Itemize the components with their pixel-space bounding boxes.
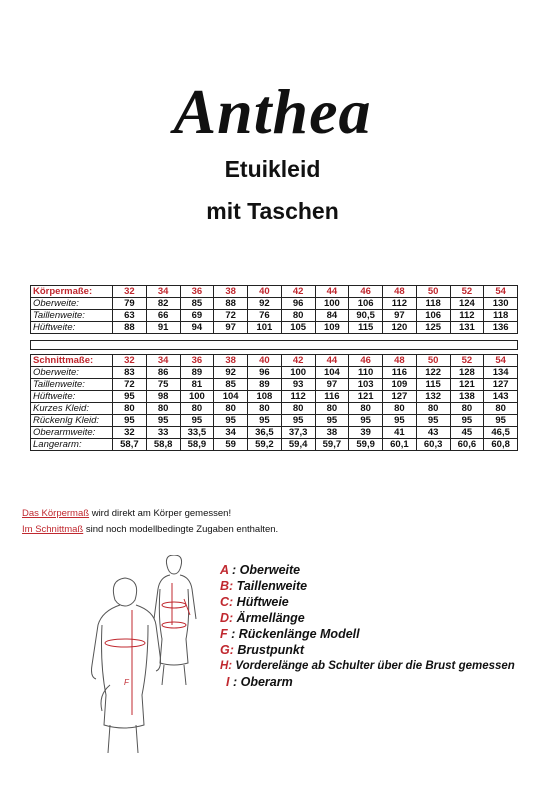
table-cell: 45 <box>450 427 484 439</box>
size-header-cell: 42 <box>281 286 315 298</box>
table-cell: 134 <box>484 367 518 379</box>
table-cell: 130 <box>484 298 518 310</box>
note-garment-measure <box>22 524 278 536</box>
size-header-cell: 44 <box>315 286 349 298</box>
table-cell: 79 <box>113 298 147 310</box>
row-label: Kurzes Kleid: <box>31 403 113 415</box>
table-cell: 37,3 <box>281 427 315 439</box>
table-cell: 89 <box>180 367 214 379</box>
table-cell: 105 <box>281 322 315 334</box>
table-cell: 59,4 <box>281 439 315 451</box>
size-header-cell: 42 <box>281 355 315 367</box>
table-cell: 100 <box>315 298 349 310</box>
table-cell: 80 <box>180 403 214 415</box>
table-row <box>31 310 518 322</box>
note-body-measure <box>22 508 231 520</box>
table-cell: 66 <box>146 310 180 322</box>
table-cell: 138 <box>450 391 484 403</box>
table-cell: 121 <box>450 379 484 391</box>
table-cell: 94 <box>180 322 214 334</box>
table-cell: 95 <box>281 415 315 427</box>
table-cell: 60,3 <box>416 439 450 451</box>
legend-key: I <box>226 675 230 689</box>
table-cell: 120 <box>383 322 417 334</box>
size-header-cell: 54 <box>484 286 518 298</box>
size-header-cell: 48 <box>383 355 417 367</box>
table-cell: 60,8 <box>484 439 518 451</box>
note-body-measure-link: Das Körpermaß <box>22 508 90 519</box>
table-cell: 80 <box>450 403 484 415</box>
size-header-cell: 40 <box>248 355 282 367</box>
row-label: Hüftweite: <box>31 322 113 334</box>
table-cell: 95 <box>349 415 383 427</box>
table-row <box>31 379 518 391</box>
table-cell: 115 <box>416 379 450 391</box>
table-cell: 96 <box>248 367 282 379</box>
table-cell: 83 <box>113 367 147 379</box>
table-cell: 112 <box>450 310 484 322</box>
size-header-cell: 48 <box>383 286 417 298</box>
table-cell: 80 <box>281 310 315 322</box>
table-cell: 116 <box>383 367 417 379</box>
table-cell: 59,9 <box>349 439 383 451</box>
table-row <box>31 427 518 439</box>
row-label: Taillenweite: <box>31 379 113 391</box>
table-header-row <box>31 355 518 367</box>
table-cell: 80 <box>416 403 450 415</box>
table-header-row <box>31 286 518 298</box>
legend-key: H: <box>220 660 233 672</box>
table-row <box>31 298 518 310</box>
table-cell: 59 <box>214 439 248 451</box>
table-cell: 127 <box>484 379 518 391</box>
table-cell: 95 <box>416 415 450 427</box>
table-cell: 92 <box>248 298 282 310</box>
pattern-subtitle-2: mit Taschen <box>206 198 339 224</box>
table-cell: 80 <box>315 403 349 415</box>
table-cell: 100 <box>180 391 214 403</box>
table-cell: 72 <box>214 310 248 322</box>
legend-text: : Oberarm <box>229 675 293 689</box>
row-label: Langerarm: <box>31 439 113 451</box>
table-row <box>31 322 518 334</box>
size-header-cell: 40 <box>248 286 282 298</box>
table-cell: 80 <box>248 403 282 415</box>
legend-item <box>220 594 540 610</box>
note-body-measure-text: wird direkt am Körper gemessen! <box>89 508 232 519</box>
table-cell: 97 <box>383 310 417 322</box>
size-header-cell: 36 <box>180 355 214 367</box>
table-cell: 75 <box>146 379 180 391</box>
table-cell: 60,1 <box>383 439 417 451</box>
table-cell: 63 <box>113 310 147 322</box>
table-cell: 80 <box>146 403 180 415</box>
table-cell: 93 <box>281 379 315 391</box>
table-cell: 116 <box>315 391 349 403</box>
table-cell: 88 <box>214 298 248 310</box>
table-cell: 95 <box>113 391 147 403</box>
table-cell: 98 <box>146 391 180 403</box>
size-header-cell: 38 <box>214 286 248 298</box>
table-cell: 32 <box>113 427 147 439</box>
table-cell: 86 <box>146 367 180 379</box>
table-cell: 118 <box>484 310 518 322</box>
table-cell: 60,6 <box>450 439 484 451</box>
table-cell: 76 <box>248 310 282 322</box>
table-cell: 131 <box>450 322 484 334</box>
table-cell: 59,2 <box>248 439 282 451</box>
table-cell: 33,5 <box>180 427 214 439</box>
legend-item <box>220 562 540 578</box>
table-cell: 58,9 <box>180 439 214 451</box>
table-cell: 80 <box>214 403 248 415</box>
table-header-label: Schnittmaße: <box>31 355 113 367</box>
legend-item <box>220 610 540 626</box>
size-header-cell: 52 <box>450 286 484 298</box>
table-cell: 95 <box>146 415 180 427</box>
size-header-cell: 34 <box>146 355 180 367</box>
table-cell: 115 <box>349 322 383 334</box>
table-cell: 95 <box>113 415 147 427</box>
table-cell: 95 <box>180 415 214 427</box>
table-cell: 95 <box>484 415 518 427</box>
legend-text: Brustpunkt <box>233 643 305 657</box>
size-header-cell: 46 <box>349 286 383 298</box>
row-label: Oberarmweite: <box>31 427 113 439</box>
table-cell: 106 <box>416 310 450 322</box>
legend-text: Ärmellänge <box>233 611 305 625</box>
table-cell: 104 <box>214 391 248 403</box>
table-cell: 136 <box>484 322 518 334</box>
pattern-subtitle: Etuikleid <box>224 156 321 182</box>
table-cell: 109 <box>383 379 417 391</box>
table-cell: 85 <box>180 298 214 310</box>
table-cell: 128 <box>450 367 484 379</box>
table-header-label: Körpermaße: <box>31 286 113 298</box>
table-cell: 82 <box>146 298 180 310</box>
table-cell: 80 <box>113 403 147 415</box>
table-cell: 41 <box>383 427 417 439</box>
body-measurements-table <box>30 285 518 334</box>
legend-text: : Oberweite <box>228 563 301 577</box>
row-label: Oberweite: <box>31 367 113 379</box>
table-cell: 110 <box>349 367 383 379</box>
table-row <box>31 403 518 415</box>
pattern-title: Anthea <box>173 76 372 147</box>
table-cell: 96 <box>281 298 315 310</box>
legend-item <box>220 658 540 674</box>
table-cell: 84 <box>315 310 349 322</box>
size-header-cell: 50 <box>416 355 450 367</box>
size-header-cell: 32 <box>113 355 147 367</box>
size-header-cell: 44 <box>315 355 349 367</box>
table-cell: 95 <box>248 415 282 427</box>
measurement-legend <box>220 562 540 690</box>
table-cell: 80 <box>349 403 383 415</box>
measurement-figure-illustration <box>80 555 220 765</box>
row-label: Taillenweite: <box>31 310 113 322</box>
table-cell: 80 <box>383 403 417 415</box>
table-cell: 97 <box>214 322 248 334</box>
table-cell: 80 <box>484 403 518 415</box>
table-cell: 122 <box>416 367 450 379</box>
table-cell: 125 <box>416 322 450 334</box>
size-header-cell: 38 <box>214 355 248 367</box>
table-cell: 95 <box>214 415 248 427</box>
note-garment-measure-text: sind noch modellbedingte Zugaben enthalten. <box>83 524 279 535</box>
table-cell: 33 <box>146 427 180 439</box>
table-cell: 132 <box>416 391 450 403</box>
legend-text: Vorderelänge ab Schulter über die Brust gemessen <box>232 660 515 672</box>
table-cell: 58,8 <box>146 439 180 451</box>
legend-item <box>220 642 540 658</box>
table-cell: 118 <box>416 298 450 310</box>
table-cell: 109 <box>315 322 349 334</box>
legend-item <box>220 674 540 690</box>
table-cell: 97 <box>315 379 349 391</box>
table-cell: 85 <box>214 379 248 391</box>
legend-key: G: <box>220 643 234 657</box>
table-cell: 95 <box>450 415 484 427</box>
garment-measurements-table <box>30 354 518 451</box>
size-header-cell: 54 <box>484 355 518 367</box>
table-cell: 88 <box>113 322 147 334</box>
size-header-cell: 50 <box>416 286 450 298</box>
size-header-cell: 52 <box>450 355 484 367</box>
table-row <box>31 367 518 379</box>
legend-key: C: <box>220 595 234 609</box>
legend-text: Hüftweie <box>233 595 289 609</box>
table-cell: 101 <box>248 322 282 334</box>
table-row <box>31 391 518 403</box>
legend-key: A <box>220 563 229 577</box>
table-cell: 100 <box>281 367 315 379</box>
table-cell: 124 <box>450 298 484 310</box>
table-cell: 59,7 <box>315 439 349 451</box>
table-cell: 108 <box>248 391 282 403</box>
table-cell: 80 <box>281 403 315 415</box>
legend-key: B: <box>220 579 234 593</box>
table-row <box>31 415 518 427</box>
table-row <box>31 439 518 451</box>
table-cell: 103 <box>349 379 383 391</box>
size-header-cell: 46 <box>349 355 383 367</box>
row-label: Rückenlg Kleid: <box>31 415 113 427</box>
legend-item <box>220 626 540 642</box>
table-cell: 121 <box>349 391 383 403</box>
note-garment-measure-link: Im Schnittmaß <box>22 524 84 535</box>
table-cell: 38 <box>315 427 349 439</box>
table-cell: 39 <box>349 427 383 439</box>
size-header-cell: 34 <box>146 286 180 298</box>
size-header-cell: 32 <box>113 286 147 298</box>
row-label: Hüftweite: <box>31 391 113 403</box>
legend-key: F <box>220 627 228 641</box>
legend-text: Taillenweite <box>233 579 308 593</box>
table-cell: 90,5 <box>349 310 383 322</box>
table-cell: 92 <box>214 367 248 379</box>
table-separator <box>30 340 518 350</box>
legend-item <box>220 578 540 594</box>
table-cell: 72 <box>113 379 147 391</box>
table-cell: 127 <box>383 391 417 403</box>
table-cell: 104 <box>315 367 349 379</box>
table-cell: 95 <box>383 415 417 427</box>
table-cell: 143 <box>484 391 518 403</box>
row-label: Oberweite: <box>31 298 113 310</box>
table-cell: 91 <box>146 322 180 334</box>
table-cell: 106 <box>349 298 383 310</box>
table-cell: 69 <box>180 310 214 322</box>
table-cell: 46,5 <box>484 427 518 439</box>
table-cell: 112 <box>383 298 417 310</box>
table-cell: 112 <box>281 391 315 403</box>
table-cell: 43 <box>416 427 450 439</box>
table-cell: 36,5 <box>248 427 282 439</box>
table-cell: 58,7 <box>113 439 147 451</box>
table-cell: 89 <box>248 379 282 391</box>
table-cell: 34 <box>214 427 248 439</box>
legend-key: D: <box>220 611 234 625</box>
legend-text: : Rückenlänge Modell <box>227 627 360 641</box>
size-header-cell: 36 <box>180 286 214 298</box>
table-cell: 95 <box>315 415 349 427</box>
table-cell: 81 <box>180 379 214 391</box>
figure-marker-f: F <box>124 678 129 687</box>
